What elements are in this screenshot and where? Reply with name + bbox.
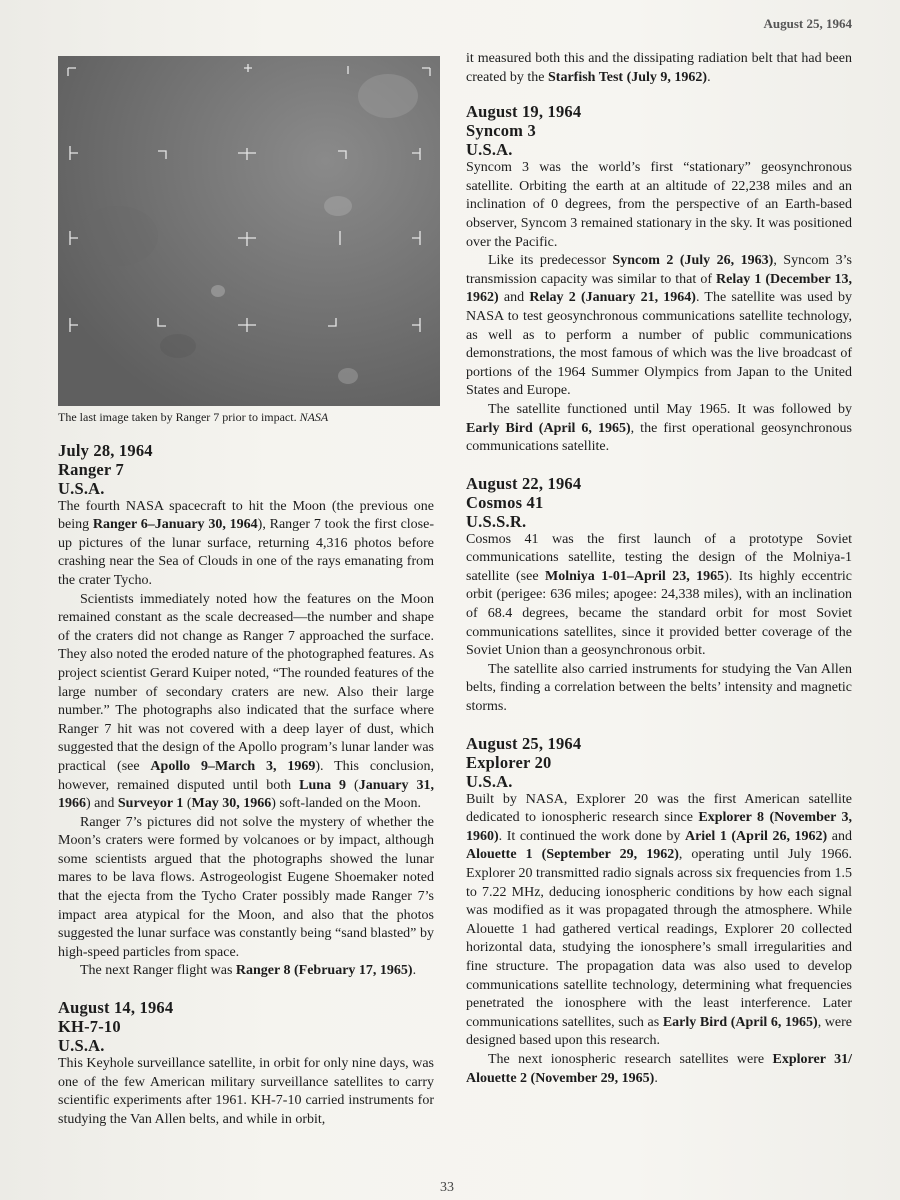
- right-column: [466, 50, 852, 1105]
- entry-date: August 14, 1964: [58, 998, 174, 1018]
- running-head: August 25, 1964: [763, 16, 852, 31]
- cross-reference: Ranger 8 (February 17, 1965): [235, 963, 413, 979]
- paragraph: The next Ranger flight was Ranger 8 (February 17, 1965).: [80, 963, 417, 979]
- entry-name: Syncom 3: [466, 121, 536, 141]
- paragraph: This Keyhole surveillance satellite, in orbit for only nine days, was one of the few American military surveillance satellites to carry scientific experiments after 1961. KH-7-10 carried instruments for studying the Van Allen belts, and while in orbit,: [58, 1056, 434, 1127]
- cross-reference: Relay 1 (December 13, 1962): [466, 271, 852, 306]
- paragraph: The next ionospheric research satellites were Explorer 31/ Alouette 2 (November 29, 1965).: [466, 1051, 852, 1086]
- cross-reference: Explorer 31/ Alouette 2 (November 29, 1965): [466, 1051, 852, 1086]
- caption-text: The last image taken by Ranger 7 prior to impact.: [58, 410, 297, 424]
- entry-kh-7-10: [58, 998, 434, 1129]
- entry-date: August 19, 1964: [466, 102, 582, 122]
- paragraph: Syncom 3 was the world’s first “stationary” geosynchronous satellite. Orbiting the earth at an altitude of 22,238 miles and an inclination of 0 degrees, from the perspective of an Earth-based observer, Syncom 3 remained stationary in the sky. It was positioned over the Pacific.: [466, 160, 852, 250]
- cross-reference: January 31, 1966: [58, 777, 434, 812]
- entry-country: U.S.A.: [466, 771, 513, 791]
- left-column: [58, 50, 434, 1146]
- cross-reference: May 30, 1966: [191, 796, 272, 812]
- cross-reference: Molniya 1-01–April 23, 1965: [544, 568, 725, 584]
- cross-reference: Syncom 2 (July 26, 1963): [612, 253, 774, 269]
- entry-date: August 22, 1964: [466, 473, 582, 493]
- cross-reference: Explorer 8 (November 3, 1960): [466, 810, 852, 844]
- entry-country: U.S.S.R.: [466, 511, 527, 531]
- cross-reference: Ariel 1 (April 26, 1962): [684, 828, 828, 844]
- paragraph: The satellite also carried instruments for studying the Van Allen belts, finding a correlation between the belts’ intensity and magnetic storms.: [466, 661, 852, 715]
- lunar-surface-image: [58, 56, 440, 406]
- cross-reference: Apollo 9–March 3, 1969: [150, 758, 316, 774]
- entry-country: U.S.A.: [58, 1036, 105, 1056]
- cross-reference: Luna 9: [299, 777, 347, 793]
- entry-date: August 25, 1964: [466, 733, 582, 753]
- page-number: 33: [440, 1180, 454, 1195]
- cross-reference: Relay 2 (January 21, 1964): [529, 290, 696, 306]
- entry-ranger-7: [58, 441, 434, 981]
- entry-date: July 28, 1964: [58, 440, 153, 460]
- entry-syncom-3: [466, 102, 852, 457]
- paragraph: The fourth NASA spacecraft to hit the Moon (the previous one being Ranger 6–January 30, 1964), Ranger 7 took the first close-up pictures of the lunar surface, returning 4,316 photos before crashing near the Sea of Clouds in one of the rays emanating from the crater Tycho.: [58, 498, 434, 588]
- paragraph: Scientists immediately noted how the features on the Moon remained constant as the scale decreased—the number and shape of the craters did not change as Ranger 7 approached the surface. They also noted the eroded nature of the photographed features. As project scientist Gerard Kuiper noted, “The rounded features of the large number of secondary craters are new. Also their large number.” The photographs also indicated that the surface where Ranger 7 hit was not covered with a deep layer of dust, which suggested that the design of the Apollo program’s lunar lander was practical (see Apollo 9–March 3, 1969). This conclusion, however, remained disputed until both Luna 9 (January 31, 1966) and Surveyor 1 (May 30, 1966) soft-landed on the Moon.: [58, 591, 434, 812]
- cross-reference: Starfish Test (July 9, 1962): [548, 69, 708, 85]
- entry-country: U.S.A.: [466, 140, 513, 160]
- paragraph: Like its predecessor Syncom 2 (July 26, 1963), Syncom 3’s transmission capacity was similar to that of Relay 1 (December 13, 1962) and Relay 2 (January 21, 1964). The satellite was used by NASA to test geosynchronous communications satellite technology, as well as to perform a number of public communications demonstrations, the most famous of which was the live broadcast of portions of the 1964 Summer Olympics from Japan to the United States and Europe.: [466, 253, 853, 399]
- continued-paragraph: it measured both this and the dissipating radiation belt that had been created by the Starfish Test (July 9, 1962).: [466, 51, 852, 85]
- entry-explorer-20: [466, 734, 852, 1089]
- caption-credit: NASA: [299, 410, 329, 424]
- entry-name: KH-7-10: [58, 1017, 121, 1037]
- paragraph: Cosmos 41 was the first launch of a prototype Soviet communications satellite, testing the design of the Molniya-1 satellite (see Molniya 1-01–April 23, 1965). Its highly eccentric orbit (perigee: 636 miles; apogee: 24,338 miles), with an inclination of 68.4 degrees, became the standard orbit for most Soviet communications satellites, since it provided better coverage of the Soviet Union than a geosynchronous orbit.: [466, 531, 852, 659]
- entry-cosmos-41: [466, 474, 852, 717]
- cross-reference: Ranger 6–January 30, 1964: [92, 517, 258, 533]
- entry-name: Explorer 20: [466, 752, 552, 772]
- paragraph: Built by NASA, Explorer 20 was the first American satellite dedicated to ionospheric research since Explorer 8 (November 3, 1960). It continued the work done by Ariel 1 (April 26, 1962) and Alouette 1 (September 29, 1962), operating until July 1966. Explorer 20 transmitted radio signals across six frequencies from 1.5 to 7.22 MHz, deducing ionospheric conditions by how each signal was modified as it was propagated through the atmosphere. While Alouette 1 had gathered vertical readings, Explorer 20 collected horizontal data, studying the ionosphere’s small irregularities and fine structure. The propagation data was also used to develop communications satellite technology, determining what frequencies penetrated the ionosphere with the least interference. Later communications satellites, such as Early Bird (April 6, 1965), were designed based upon this research.: [466, 791, 853, 1049]
- cross-reference: Alouette 1 (September 29, 1962): [466, 847, 679, 863]
- cross-reference: Early Bird (April 6, 1965): [662, 1014, 818, 1030]
- entry-name: Cosmos 41: [466, 492, 544, 512]
- paragraph: Ranger 7’s pictures did not solve the mystery of whether the Moon’s craters were formed by volcanoes or by impact, although some scientists argued that the photographs showed the lunar mares to be lava flows. Astrogeologist Eugene Shoemaker noted that the ejecta from the Tycho Crater possibly made Ranger 7’s impact area atypical for the Moon, and also that the photos suggested the lunar surface was constantly being “sand blasted” by high-speed particles from space.: [58, 814, 434, 960]
- paragraph: The satellite functioned until May 1965. It was followed by Early Bird (April 6, 1965), the first operational geosynchronous communications satellite.: [466, 401, 852, 455]
- cross-reference: Surveyor 1: [117, 796, 184, 812]
- ranger7-lunar-photo: [58, 56, 440, 406]
- cross-reference: Early Bird (April 6, 1965): [466, 420, 631, 436]
- entry-name: Ranger 7: [58, 459, 124, 479]
- figure-caption: [58, 408, 434, 427]
- entry-country: U.S.A.: [58, 478, 105, 498]
